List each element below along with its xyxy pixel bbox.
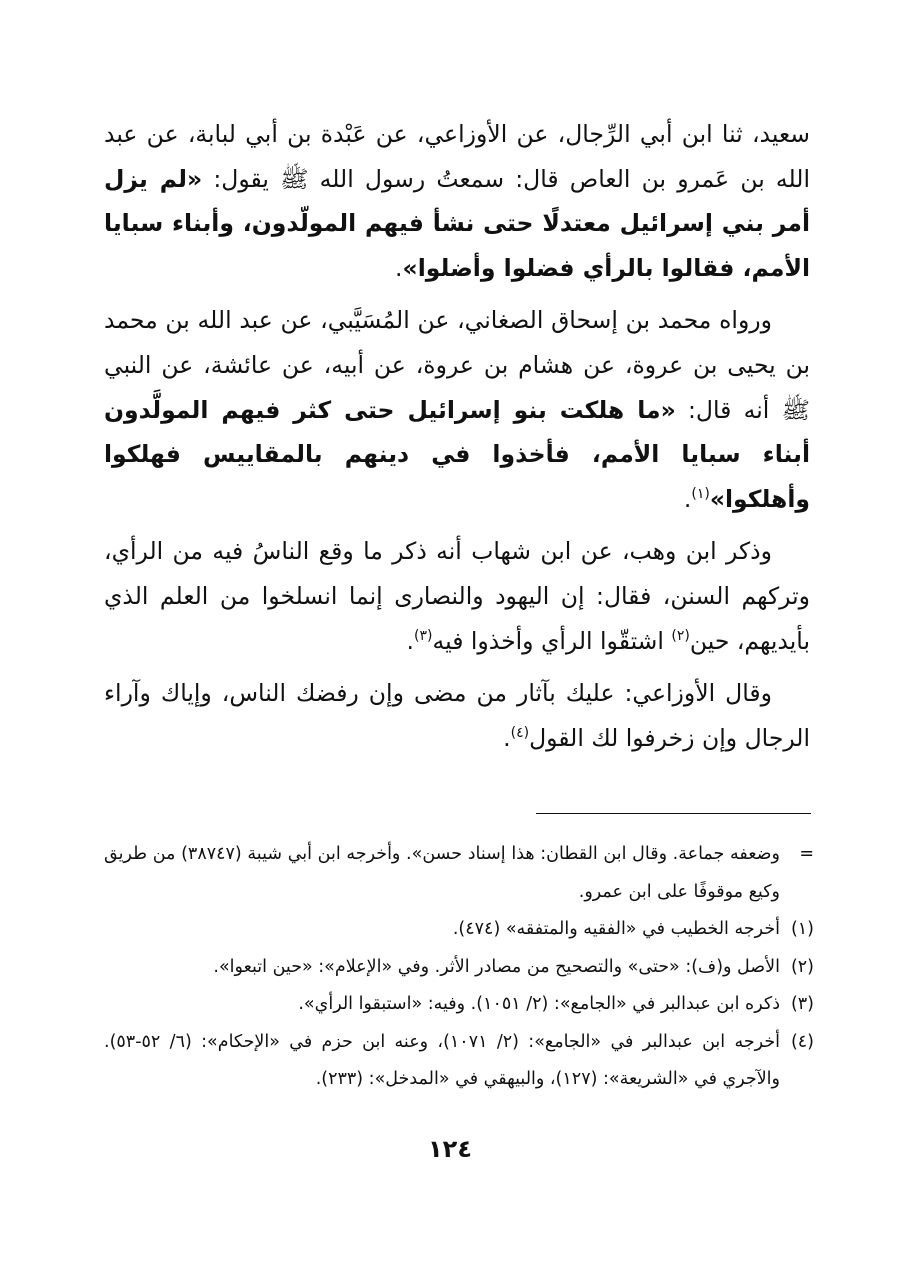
paragraph-4-text: وقال الأوزاعي: عليك بآثار من مضى وإن رفضك الناس، وإياك وآراء الرجال وإن زخرفوا لك القول: [104, 679, 810, 752]
paragraph-4: [104, 671, 810, 760]
paragraph-3-text-b: اشتقّوا الرأي وأخذوا فيه: [432, 626, 672, 655]
paragraph-1-end: .: [395, 253, 403, 282]
paragraph-2: [104, 298, 810, 521]
paragraph-3-end: .: [406, 626, 415, 655]
paragraph-3: [104, 529, 810, 663]
footnote-continued: [104, 836, 814, 911]
footnote-marker: (١): [790, 919, 814, 939]
footnote-ref-4[interactable]: (٤): [510, 724, 530, 741]
hadith-quote-1: «لم يزل أمر بني إسرائيل معتدلًا حتى نشأ فيهم المولّدون، وأبناء سبايا الأمم، فقالوا بالرأي فضلوا وأضلوا»: [104, 164, 810, 282]
footnote-1: [104, 911, 814, 949]
footnote-separator: [536, 813, 811, 814]
footnote-text: أخرجه الخطيب في «الفقيه والمتفقه» (٤٧٤).: [452, 919, 780, 939]
footnote-marker: =: [799, 844, 814, 864]
footnote-ref-1[interactable]: (١): [691, 485, 710, 502]
footnote-marker: (٣): [790, 994, 814, 1014]
footnote-4: [104, 1024, 814, 1099]
footnote-marker: (٢): [790, 956, 814, 977]
footnote-3: [104, 986, 814, 1024]
paragraph-2-text: ورواه محمد بن إسحاق الصغاني، عن المُسَيَّبي، عن عبد الله بن محمد بن يحيى بن عروة، عن هشام بن عروة، عن أبيه، عن عائشة، عن النبي ﷺ أنه قال:: [104, 306, 810, 424]
paragraph-4-end: .: [503, 723, 511, 752]
paragraph-2-end: .: [683, 484, 692, 513]
footnote-text: الأصل و(ف): «حتى» والتصحيح من مصادر الأثر. وفي «الإعلام»: «حين اتبعوا».: [213, 956, 780, 977]
footnote-marker: (٤): [790, 1031, 814, 1052]
paragraph-3-text-a: وذكر ابن وهب، عن ابن شهاب أنه ذكر ما وقع الناسُ فيه من الرأي، وتركهم السنن، فقال: إن اليهود والنصارى إنما انسلخوا من العلم الذي بأيديهم، حين: [104, 537, 810, 655]
paragraph-1-text: سعيد، ثنا ابن أبي الرِّجال، عن الأوزاعي، عن عَبْدة بن أبي لبابة، عن عبد الله بن عَمرو بن العاص قال: سمعتُ رسول الله ﷺ يقول:: [104, 120, 810, 193]
footnote-text: ذكره ابن عبدالبر في «الجامع»: (٢/ ١٠٥١). وفيه: «استبقوا الرأي».: [298, 994, 780, 1014]
footnote-2: [104, 949, 814, 987]
page-number: ١٢٤: [428, 1135, 472, 1163]
footnote-ref-2[interactable]: (٢): [671, 627, 690, 644]
footnote-text: أخرجه ابن عبدالبر في «الجامع»: (٢/ ١٠٧١)، وعنه ابن حزم في «الإحكام»: (٦/ ٥٢-٥٣). والآجري في «الشريعة»: (١٢٧)، والبيهقي في «المدخل»: (٢٣٣).: [104, 1031, 781, 1089]
hadith-quote-2: «ما هلكت بنو إسرائيل حتى كثر فيهم المولَّدون أبناء سبايا الأمم، فأخذوا في دينهم بالمقاييس فهلكوا وأهلكوا»: [104, 395, 810, 513]
main-text: [104, 112, 810, 768]
footnote-ref-3[interactable]: (٣): [414, 627, 433, 644]
footnotes: [104, 836, 814, 1099]
footnote-text: وضعفه جماعة. وقال ابن القطان: هذا إسناد حسن». وأخرجه ابن أبي شيبة (٣٨٧٤٧) من طريق وكيع موقوفًا على ابن عمرو.: [104, 844, 780, 902]
paragraph-1: [104, 112, 810, 290]
